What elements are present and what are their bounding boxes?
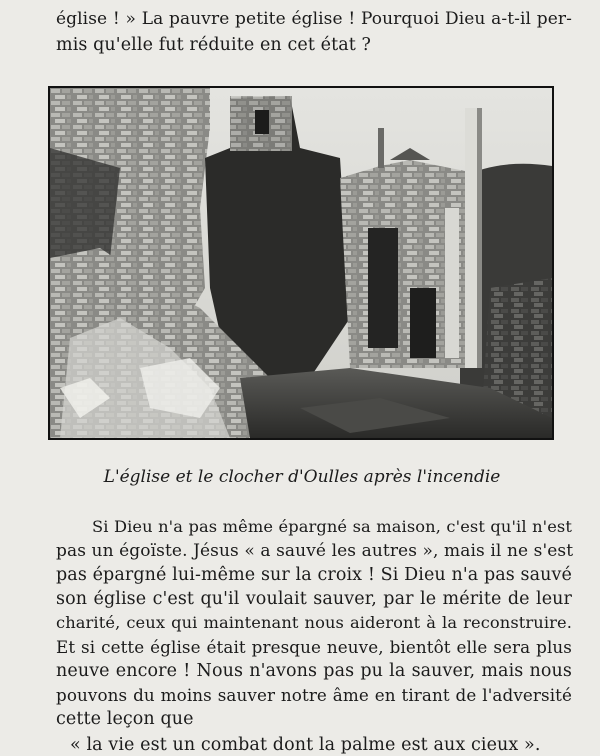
paragraph-line-7: neuve encore ! Nous n'avons pas pu la sauver, mais nous [56,661,572,681]
burnt-church-photo [48,86,554,440]
paragraph-line-1: Si Dieu n'a pas même épargné sa maison, c'est qu'il n'est [92,517,572,536]
paragraph-line-9: cette leçon que [56,709,194,729]
text-line-2: mis qu'elle fut réduite en cet état ? [56,35,372,55]
paragraph-line-4: son église c'est qu'il voulait sauver, par le mérite de leur [56,589,572,609]
paragraph-line-2: pas un égoïste. Jésus « a sauvé les autres », mais il ne s'est [56,541,574,561]
paragraph-line-5: charité, ceux qui maintenant nous aideront à la reconstruire. [56,613,572,632]
church-ruins-illustration [50,88,552,438]
paragraph-line-8: pouvons du moins sauver notre âme en tirant de l'adversité [56,685,572,705]
text-line-1: église ! » La pauvre petite église ! Pourquoi Dieu a-t-il per- [56,9,572,29]
paragraph-line-6: Et si cette église était presque neuve, bientôt elle sera plus [56,637,572,657]
paragraph-line-3: pas épargné lui-même sur la croix ! Si Dieu n'a pas sauvé [56,565,572,585]
photo-caption: L'église et le clocher d'Oulles après l'incendie [103,467,501,487]
quote-line: « la vie est un combat dont la palme est aux cieux ». [70,735,541,755]
